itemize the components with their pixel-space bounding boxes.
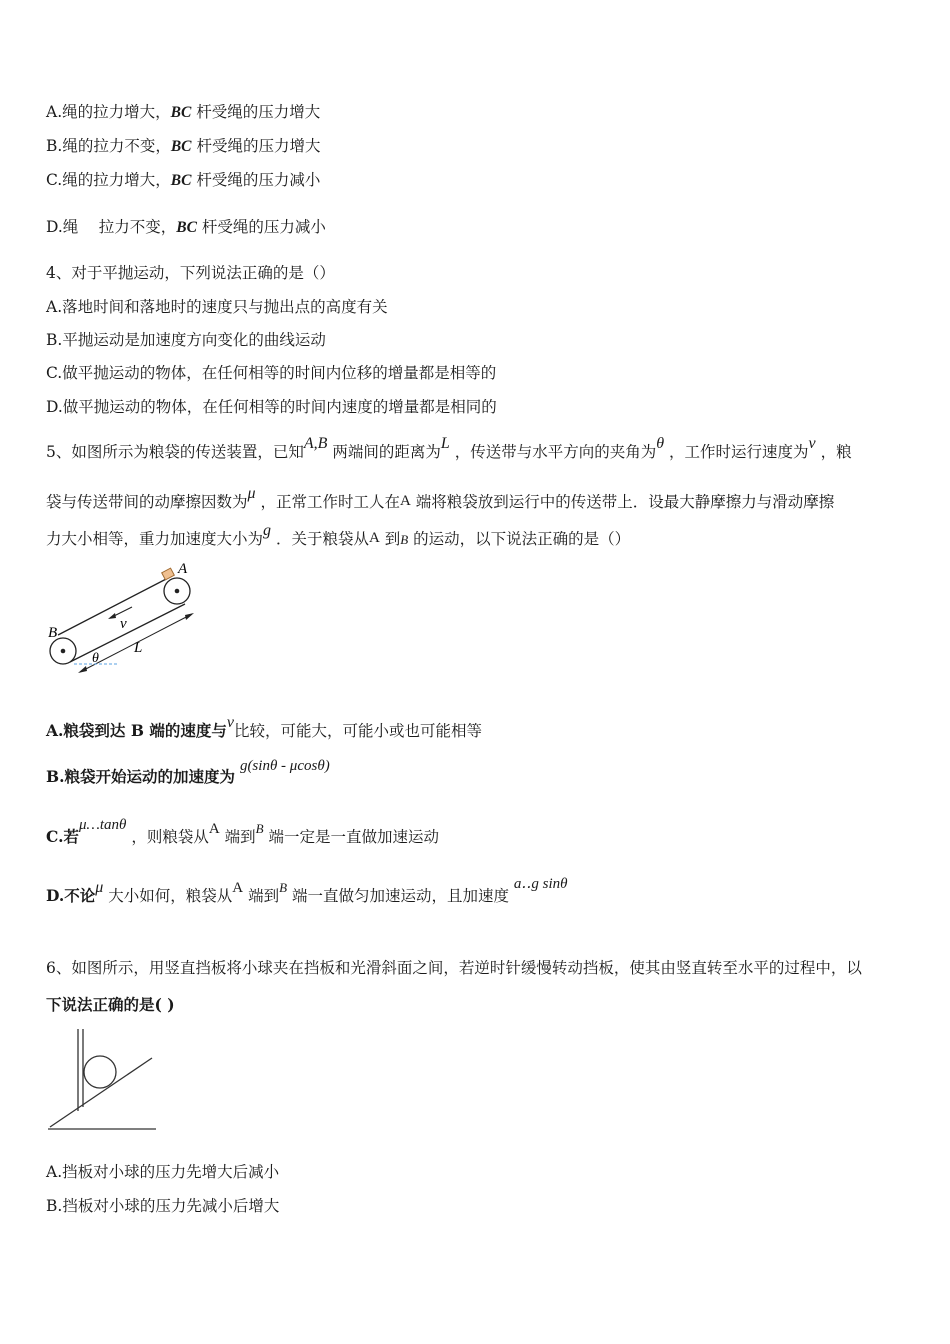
conveyor-figure <box>40 560 220 690</box>
b-symbol: B <box>255 821 264 836</box>
acceleration-formula: g(sinθ - μcosθ) <box>239 758 330 774</box>
q5-option-b <box>46 758 330 788</box>
q4-option-c: C.做平抛运动的物体，在任何相等的时间内位移的增量都是相等的 <box>46 364 497 382</box>
label-v: v <box>120 616 127 632</box>
bc-label: BC <box>170 138 192 155</box>
text: 端一直做匀加速运动，且加速度 <box>291 887 509 905</box>
condition-formula: μ…tanθ <box>78 817 127 833</box>
label-theta: θ <box>92 651 99 666</box>
text: 端将粮袋放到运行中的传送带上．设最大静摩擦力与滑动摩擦 <box>415 493 835 511</box>
text: ，工作时运行速度为 <box>669 443 809 461</box>
q4-stem: 4、对于平抛运动，下列说法正确的是（） <box>46 264 335 282</box>
a-symbol: A <box>368 530 380 546</box>
q5-option-a <box>46 714 482 742</box>
theta-symbol: θ <box>656 435 665 452</box>
text: C.若 <box>46 827 79 846</box>
text: 端一定是一直做加速运动 <box>268 828 440 846</box>
text: 的运动，以下说法正确的是（） <box>413 530 631 548</box>
belt-bottom-line <box>70 604 185 662</box>
q6-stem-line2: 下说法正确的是( ) <box>46 995 175 1014</box>
q3-option-b-tail: 杆受绳的压力增大 <box>196 137 321 155</box>
label-a: A <box>178 561 188 577</box>
q3-option-d-text: D.绳 拉力不变， <box>46 218 177 236</box>
length-arrowhead-right <box>185 613 194 620</box>
q5-stem-line1 <box>46 435 852 463</box>
incline-figure <box>44 1025 164 1135</box>
bc-label: BC <box>170 104 192 121</box>
a-symbol: A <box>400 493 411 509</box>
q5-option-c <box>46 817 440 848</box>
ab-symbol: A,B <box>303 435 328 452</box>
text: 力大小相等，重力加速度大小为 <box>46 530 264 548</box>
velocity-symbol: v <box>226 714 234 731</box>
belt-top-line <box>58 576 172 635</box>
pulley-a-center <box>175 589 180 594</box>
velocity-arrowhead <box>108 613 116 619</box>
pulley-b-center <box>61 649 66 654</box>
q3-option-c-tail: 杆受绳的压力减小 <box>196 171 321 189</box>
a-symbol: A <box>232 880 244 896</box>
q5-stem-line3 <box>46 522 631 550</box>
g-symbol: g <box>263 522 272 539</box>
velocity-symbol: v <box>808 435 816 452</box>
ball <box>84 1056 116 1088</box>
q6-stem-line1: 6、如图所示，用竖直挡板将小球夹在挡板和光滑斜面之间，若逆时针缓慢转动挡板，使其由竖直转至水平的过程中，以 <box>46 959 862 977</box>
q3-option-a <box>46 102 320 123</box>
q4-option-a: A.落地时间和落地时的速度只与抛出点的高度有关 <box>46 298 388 316</box>
mu-symbol: μ <box>247 485 256 502</box>
q3-option-c <box>46 170 320 191</box>
label-b: B <box>48 625 58 641</box>
bc-label: BC <box>176 219 197 236</box>
bc-label: BC <box>170 172 192 189</box>
b-symbol: B <box>279 880 288 895</box>
text: 比较，可能大，可能小或也可能相等 <box>233 722 482 740</box>
label-l: L <box>134 640 143 656</box>
length-symbol: L <box>440 435 450 452</box>
q6-option-a: A.挡板对小球的压力先增大后减小 <box>46 1163 280 1181</box>
q3-option-d-tail: 杆受绳的压力减小 <box>201 218 326 236</box>
q3-option-a-tail: 杆受绳的压力增大 <box>196 103 321 121</box>
b-symbol: B <box>400 532 409 547</box>
text: 端到 <box>248 887 280 905</box>
q3-option-b <box>46 136 320 157</box>
acceleration-formula: a‥g sinθ <box>513 876 568 892</box>
text: 袋与传送带间的动摩擦因数为 <box>46 493 248 511</box>
text: 5、如图所示为粮袋的传送装置，已知 <box>46 443 304 461</box>
q4-option-d: D.做平抛运动的物体，在任何相等的时间内速度的增量都是相同的 <box>46 398 497 416</box>
text: 到 <box>384 530 401 548</box>
text: ，则粮袋从 <box>131 828 209 846</box>
text: 两端间的距离为 <box>332 443 441 461</box>
text: ，传送带与水平方向的夹角为 <box>454 443 657 461</box>
q5-option-d <box>46 876 568 907</box>
q3-option-d <box>46 217 326 238</box>
q5-stem-line2 <box>46 485 835 513</box>
length-arrowhead-left <box>78 666 87 673</box>
text: 大小如何，粮袋从 <box>108 887 233 905</box>
text: B.粮袋开始运动的加速度为 <box>46 767 235 786</box>
mu-symbol: μ <box>95 879 104 896</box>
text: D.不论 <box>46 886 96 905</box>
grain-bag-icon <box>162 568 175 580</box>
q3-option-b-text: B.绳的拉力不变， <box>46 137 171 155</box>
text: ，正常工作时工人在 <box>260 493 400 511</box>
q3-option-c-text: C.绳的拉力增大， <box>46 171 171 189</box>
q4-option-b: B.平抛运动是加速度方向变化的曲线运动 <box>46 331 326 349</box>
text: ，粮 <box>820 443 852 461</box>
text: 端到 <box>224 828 256 846</box>
text: A.粮袋到达 B 端的速度与 <box>46 721 227 740</box>
q3-option-a-text: A.绳的拉力增大， <box>46 103 171 121</box>
text: ．关于粮袋从 <box>275 530 369 548</box>
a-symbol: A <box>208 821 220 837</box>
q6-option-b: B.挡板对小球的压力先减小后增大 <box>46 1197 280 1215</box>
